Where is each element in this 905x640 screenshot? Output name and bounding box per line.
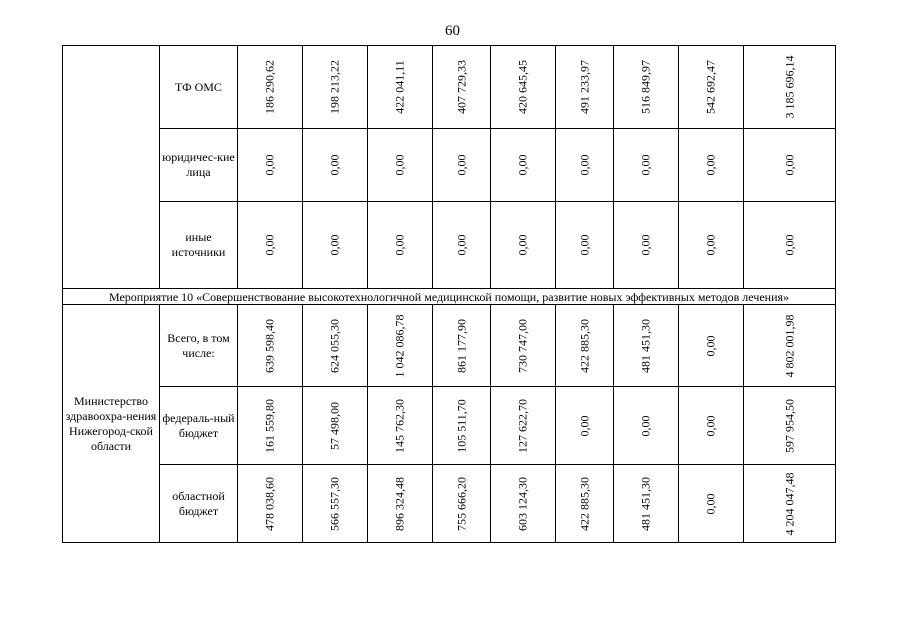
value-cell [556,305,614,387]
value: 422 041,11 [392,60,407,114]
value: 0,00 [703,493,718,514]
value-cell [744,202,836,289]
value: 639 598,40 [262,318,277,373]
value: 407 729,33 [454,60,468,114]
value: 0,00 [515,154,530,176]
value: 624 055,30 [327,318,342,373]
value: 0,00 [577,415,591,436]
value-cell [491,46,556,129]
value-cell [491,387,556,465]
value: 0,00 [638,234,653,256]
value: 481 451,30 [638,318,653,373]
funding-source: иные источники [160,202,238,289]
value-cell [744,305,836,387]
value-cell [433,465,491,543]
value-cell [368,129,433,202]
value: 422 885,30 [577,318,591,373]
value-cell [368,46,433,129]
value-cell [491,129,556,202]
value: 198 213,22 [327,60,342,114]
value-cell [614,129,679,202]
value: 0,00 [782,154,796,176]
value: 481 451,30 [638,476,653,531]
value-cell [679,305,744,387]
value: 0,00 [703,335,718,356]
value-cell [433,202,491,289]
value: 145 762,30 [392,398,407,453]
value-cell [238,465,303,543]
value-cell [744,465,836,543]
value: 0,00 [392,234,407,256]
value: 0,00 [703,234,718,256]
value: 755 666,20 [454,476,468,531]
table-row [63,46,836,129]
value: 0,00 [703,415,718,436]
value: 0,00 [515,234,530,256]
value: 0,00 [782,234,796,256]
value: 0,00 [577,234,591,256]
value: 566 557,30 [327,476,342,531]
value-cell [744,129,836,202]
value-cell [303,305,368,387]
value-cell [744,387,836,465]
value-cell [491,465,556,543]
value-cell [614,387,679,465]
value-cell [556,387,614,465]
value: 0,00 [327,234,342,256]
value: 4 204 047,48 [782,472,796,535]
value: 597 954,50 [782,398,796,453]
value-cell [679,202,744,289]
value-cell [614,305,679,387]
value: 1 042 086,78 [392,314,407,377]
value: 0,00 [327,154,342,176]
value: 0,00 [454,154,468,176]
value-cell [614,46,679,129]
value-cell [614,465,679,543]
funding-source: юридичес-кие лица [160,129,238,202]
event-title: Мероприятие 10 «Совершенствование высокотехнологичной медицинской помощи, развитие новых эффективных методов лечения» [63,289,836,305]
value-cell [238,305,303,387]
value-cell [556,129,614,202]
value-cell [238,387,303,465]
value: 603 124,30 [515,476,530,531]
funding-source: федераль-ный бюджет [160,387,238,465]
value-cell [368,202,433,289]
value: 186 290,62 [262,60,277,114]
value: 3 185 696,14 [782,55,796,119]
value: 730 747,00 [515,318,530,373]
value: 105 511,70 [454,398,468,453]
value: 0,00 [638,415,653,436]
value-cell [744,46,836,129]
organization-cell-empty [63,46,160,289]
table-row [63,387,836,465]
value: 0,00 [703,154,718,176]
value-cell [238,202,303,289]
value-cell [679,46,744,129]
value-cell [238,129,303,202]
value-cell [556,46,614,129]
value: 478 038,60 [262,476,277,531]
value-cell [303,465,368,543]
funding-source: областной бюджет [160,465,238,543]
value-cell [433,46,491,129]
value: 0,00 [638,154,653,176]
table-row [63,305,836,387]
value: 861 177,90 [454,318,468,373]
value: 4 802 001,98 [782,314,796,377]
value-cell [368,305,433,387]
value-cell [303,46,368,129]
value: 491 233,97 [577,60,591,114]
funding-source: Всего, в том числе: [160,305,238,387]
table-row [63,465,836,543]
value-cell [614,202,679,289]
value-cell [491,305,556,387]
organization-name: Министерство здравоохра-нения Нижегород-ской области [63,305,160,543]
value-cell [679,465,744,543]
table-row [63,129,836,202]
value: 420 645,45 [515,60,530,114]
value: 0,00 [454,234,468,256]
value-cell [368,387,433,465]
value: 0,00 [262,234,277,256]
value: 57 498,00 [327,401,342,450]
value-cell [368,465,433,543]
value: 0,00 [392,154,407,176]
financing-table [62,45,836,543]
value-cell [679,129,744,202]
value: 516 849,97 [638,60,653,114]
value-cell [303,387,368,465]
value-cell [556,465,614,543]
value: 127 622,70 [515,398,530,453]
table-row [63,202,836,289]
value-cell [679,387,744,465]
value-cell [303,129,368,202]
page-number: 60 [445,23,460,39]
value-cell [491,202,556,289]
value: 542 692,47 [703,60,718,114]
value-cell [433,305,491,387]
value: 161 559,80 [262,398,277,453]
event-row [63,289,836,305]
value-cell [303,202,368,289]
value-cell [433,129,491,202]
value: 0,00 [577,154,591,176]
funding-source: ТФ ОМС [160,46,238,129]
value: 422 885,30 [577,476,591,531]
value-cell [556,202,614,289]
value-cell [238,46,303,129]
value: 896 324,48 [392,476,407,531]
value-cell [433,387,491,465]
financing-table-body [63,46,836,543]
value: 0,00 [262,154,277,176]
